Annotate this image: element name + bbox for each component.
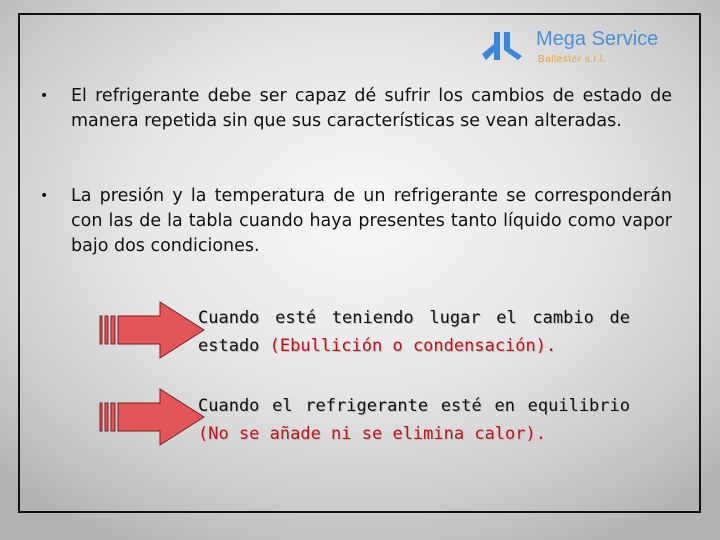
condition-text bbox=[198, 392, 630, 448]
right-arrow-icon bbox=[96, 298, 208, 362]
bullet-text: La presión y la temperatura de un refrigerante se corresponderán con las de la tabla cuando haya presentes tanto líquido como vapor bajo dos condiciones. bbox=[71, 186, 672, 256]
bullet-item bbox=[40, 84, 672, 134]
right-arrow-icon bbox=[96, 385, 208, 449]
bullet-dot: • bbox=[40, 88, 49, 104]
logo-mark-icon bbox=[478, 26, 534, 66]
condition-main-text: Cuando esté teniendo lugar el cambio de estado bbox=[198, 308, 630, 356]
condition-main-text: Cuando el refrigerante esté en equilibrio bbox=[198, 396, 630, 416]
bullet-text: El refrigerante debe ser capaz dé sufrir los cambios de estado de manera repetida sin que sus características se vean alteradas. bbox=[71, 86, 672, 131]
logo-subtitle: Ballester s.r.l. bbox=[538, 54, 607, 65]
condition-highlight: (Ebullición o condensación). bbox=[269, 336, 557, 356]
company-logo bbox=[478, 26, 698, 66]
condition-text bbox=[198, 304, 630, 360]
condition-highlight: (No se añade ni se elimina calor). bbox=[198, 424, 546, 444]
bullet-item bbox=[40, 184, 672, 259]
logo-title: Mega Service bbox=[536, 28, 659, 50]
bullet-dot: • bbox=[40, 188, 49, 204]
